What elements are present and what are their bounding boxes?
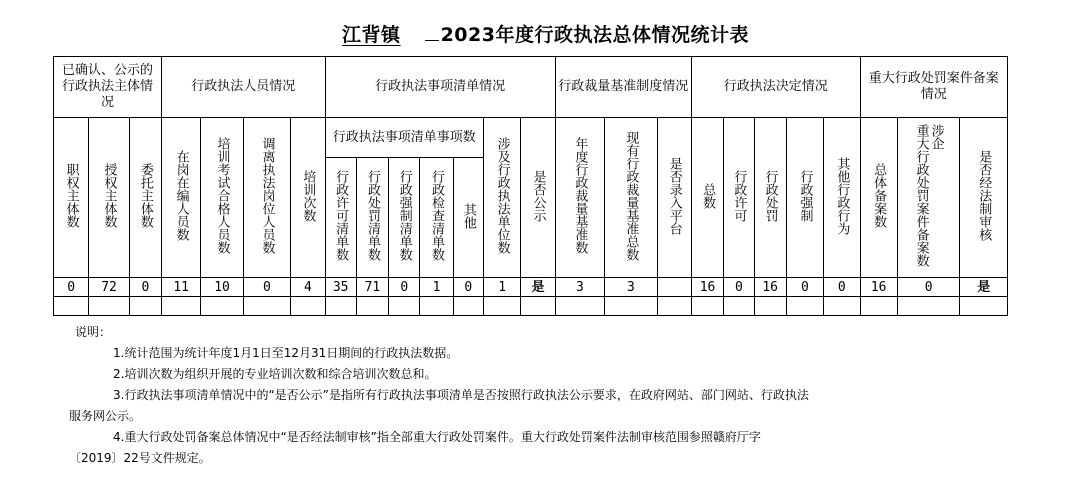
cell-c11: 1 bbox=[420, 278, 453, 297]
empty-cell bbox=[824, 297, 860, 316]
cell-c18: 16 bbox=[691, 278, 723, 297]
empty-cell bbox=[605, 297, 657, 316]
empty-cell bbox=[960, 297, 1008, 316]
cell-c24: 0 bbox=[897, 278, 960, 297]
empty-cell bbox=[483, 297, 520, 316]
cell-c9: 71 bbox=[356, 278, 388, 297]
col-header-c19: 行政许可 bbox=[724, 118, 754, 278]
title-underline bbox=[425, 22, 439, 41]
group-decision: 行政执法决定情况 bbox=[691, 57, 860, 118]
empty-cell bbox=[521, 297, 555, 316]
col-header-c6: 调离执法岗位人员数 bbox=[243, 118, 290, 278]
empty-cell bbox=[754, 297, 786, 316]
subgroup-list-items: 行政执法事项清单事项数 bbox=[325, 118, 483, 158]
col-header-c23: 总体备案数 bbox=[860, 118, 897, 278]
cell-c19: 0 bbox=[724, 278, 754, 297]
col-header-c4: 在岗在编人员数 bbox=[162, 118, 201, 278]
cell-c17 bbox=[657, 278, 691, 297]
col-header-c21: 行政强制 bbox=[786, 118, 823, 278]
empty-cell bbox=[356, 297, 388, 316]
cell-c25: 是 bbox=[960, 278, 1008, 297]
statistics-table bbox=[53, 56, 1008, 316]
cell-c6: 0 bbox=[243, 278, 290, 297]
col-header-c12: 其他 bbox=[453, 158, 483, 278]
empty-cell bbox=[243, 297, 290, 316]
header-row-groups bbox=[54, 57, 1008, 118]
note-1: 1.统计范围为统计年度1月1日至12月31日期间的行政执法数据。 bbox=[113, 346, 459, 360]
empty-cell bbox=[420, 297, 453, 316]
header-row-sub bbox=[54, 118, 1008, 158]
empty-cell bbox=[54, 297, 89, 316]
cell-c23: 16 bbox=[860, 278, 897, 297]
page-title bbox=[0, 20, 1067, 47]
col-header-c10: 行政强制清单数 bbox=[389, 158, 420, 278]
cell-c14: 是 bbox=[521, 278, 555, 297]
cell-c7: 4 bbox=[291, 278, 325, 297]
empty-cell bbox=[389, 297, 420, 316]
empty-cell bbox=[201, 297, 243, 316]
empty-cell bbox=[724, 297, 754, 316]
col-header-c7: 培训次数 bbox=[291, 118, 325, 278]
col-header-c25: 是否经法制审核 bbox=[960, 118, 1008, 278]
col-header-c15: 年度行政裁量基准数 bbox=[555, 118, 604, 278]
col-header-c3: 委托主体数 bbox=[129, 118, 161, 278]
col-header-c1: 职权主体数 bbox=[54, 118, 89, 278]
group-major: 重大行政处罚案件备案情况 bbox=[860, 57, 1008, 118]
empty-cell bbox=[657, 297, 691, 316]
col-header-c18: 总数 bbox=[691, 118, 723, 278]
col-header-c11: 行政检查清单数 bbox=[420, 158, 453, 278]
note-4: 4.重大行政处罚备案总体情况中“是否经法制审核”指全部重大行政处罚案件。重大行政处罚案件法制审核范围参照赣府厅字 bbox=[113, 430, 761, 444]
empty-cell bbox=[691, 297, 723, 316]
empty-cell bbox=[129, 297, 161, 316]
empty-cell bbox=[89, 297, 129, 316]
cell-c15: 3 bbox=[555, 278, 604, 297]
empty-cell bbox=[453, 297, 483, 316]
cell-c16: 3 bbox=[605, 278, 657, 297]
col-header-c24 bbox=[897, 118, 960, 278]
cell-c20: 16 bbox=[754, 278, 786, 297]
col-header-c22: 其他行政行为 bbox=[824, 118, 860, 278]
empty-cell bbox=[325, 297, 356, 316]
col-header-c13: 涉及行政执法单位数 bbox=[483, 118, 520, 278]
cell-c8: 35 bbox=[325, 278, 356, 297]
cell-c2: 72 bbox=[89, 278, 129, 297]
col-header-c24b: 重大行政处罚案件备案数 bbox=[913, 124, 929, 267]
empty-cell bbox=[162, 297, 201, 316]
note-3: 3.行政执法事项清单情况中的“是否公示”是指所有行政执法事项清单是否按照行政执法公示要求，在政府网站、部门网站、行政执法 bbox=[113, 388, 809, 402]
cell-c21: 0 bbox=[786, 278, 823, 297]
empty-row bbox=[54, 297, 1008, 316]
group-discretion: 行政裁量基准制度情况 bbox=[555, 57, 691, 118]
group-subject: 已确认、公示的行政执法主体情况 bbox=[54, 57, 162, 118]
col-header-c9: 行政处罚清单数 bbox=[356, 158, 388, 278]
empty-cell bbox=[291, 297, 325, 316]
note-3-cont: 服务网公示。 bbox=[69, 409, 142, 423]
col-header-c24a: 涉企 bbox=[928, 124, 944, 150]
cell-c13: 1 bbox=[483, 278, 520, 297]
title-text: 2023年度行政执法总体情况统计表 bbox=[440, 24, 749, 46]
group-list: 行政执法事项清单情况 bbox=[325, 57, 555, 118]
col-header-c20: 行政处罚 bbox=[754, 118, 786, 278]
group-personnel: 行政执法人员情况 bbox=[162, 57, 326, 118]
col-header-c5: 培训考试合格人员数 bbox=[201, 118, 243, 278]
cell-c22: 0 bbox=[824, 278, 860, 297]
cell-c10: 0 bbox=[389, 278, 420, 297]
cell-c1: 0 bbox=[54, 278, 89, 297]
note-4-cont: 〔2019〕22号文件规定。 bbox=[69, 451, 211, 465]
col-header-c16: 现有行政裁量基准总数 bbox=[605, 118, 657, 278]
cell-c5: 10 bbox=[201, 278, 243, 297]
place-name: 江背镇 bbox=[342, 24, 401, 46]
empty-cell bbox=[897, 297, 960, 316]
empty-cell bbox=[786, 297, 823, 316]
empty-cell bbox=[555, 297, 604, 316]
data-row bbox=[54, 278, 1008, 297]
notes-label: 说明： bbox=[75, 325, 112, 339]
cell-c12: 0 bbox=[453, 278, 483, 297]
note-2: 2.培训次数为组织开展的专业培训次数和综合培训次数总和。 bbox=[113, 367, 437, 381]
empty-cell bbox=[860, 297, 897, 316]
cell-c3: 0 bbox=[129, 278, 161, 297]
notes-section bbox=[69, 322, 935, 469]
col-header-c2: 授权主体数 bbox=[89, 118, 129, 278]
col-header-c8: 行政许可清单数 bbox=[325, 158, 356, 278]
col-header-c17: 是否录入平台 bbox=[657, 118, 691, 278]
col-header-c14: 是否公示 bbox=[521, 118, 555, 278]
cell-c4: 11 bbox=[162, 278, 201, 297]
